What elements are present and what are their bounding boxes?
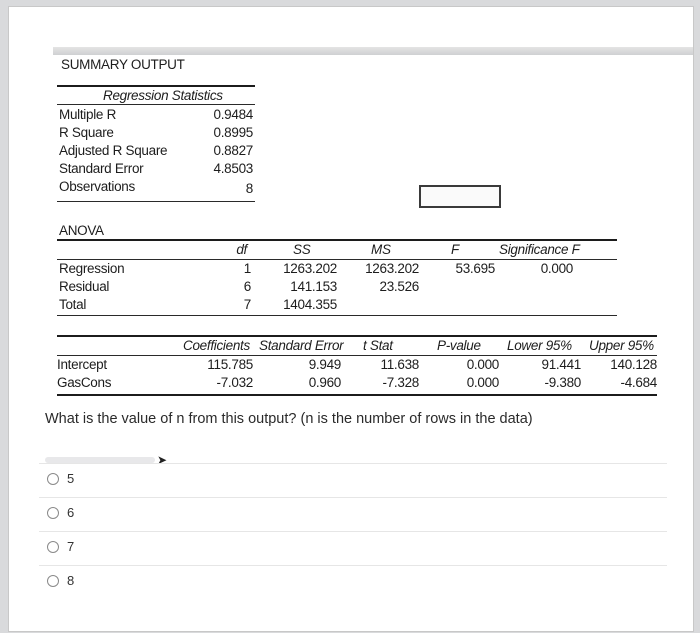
divider	[57, 239, 617, 241]
coef-header-t-stat: t Stat	[363, 338, 393, 353]
anova-df: 6	[243, 279, 251, 294]
coef-lower-95: 91.441	[541, 357, 581, 372]
coef-t-stat: 11.638	[380, 357, 419, 372]
stat-value: 0.8827	[213, 143, 253, 158]
option-label: 7	[67, 539, 75, 554]
coef-upper-95: 140.128	[610, 357, 657, 372]
anova-row-label: Total	[59, 297, 87, 312]
anova-title: ANOVA	[59, 223, 104, 238]
divider	[57, 259, 617, 260]
coef-header-standard-error: Standard Error	[259, 338, 344, 353]
answer-option[interactable]	[47, 573, 74, 588]
option-label: 5	[67, 471, 75, 486]
anova-ms: 23.526	[379, 279, 419, 294]
radio-button[interactable]	[47, 541, 59, 553]
coef-standard-error: 9.949	[308, 357, 341, 372]
anova-row-label: Residual	[59, 279, 110, 294]
divider	[57, 355, 657, 356]
sheet-header-bar	[53, 47, 693, 55]
anova-ss: 1404.355	[283, 297, 337, 312]
answer-option[interactable]	[47, 471, 74, 486]
anova-ss: 1263.202	[283, 261, 337, 276]
divider	[39, 463, 667, 464]
divider	[39, 531, 667, 532]
divider	[57, 315, 617, 316]
divider	[39, 497, 667, 498]
radio-button[interactable]	[47, 473, 59, 485]
coef-value: -7.032	[216, 375, 253, 390]
question-text: What is the value of n from this output? (n is the number of rows in the data)	[45, 411, 533, 427]
divider	[57, 85, 255, 87]
divider	[39, 565, 667, 566]
coef-row-label: GasCons	[57, 375, 112, 390]
selected-cell[interactable]	[419, 185, 501, 208]
anova-row-label: Regression	[59, 261, 125, 276]
coef-upper-95: -4.684	[620, 375, 657, 390]
stat-label: Standard Error	[59, 161, 144, 176]
stat-value: 0.8995	[213, 125, 253, 140]
anova-header-df: df	[236, 242, 247, 257]
answer-option[interactable]	[47, 539, 74, 554]
question-card	[8, 6, 694, 632]
coef-header: Coefficients	[183, 338, 250, 353]
coef-value: 115.785	[207, 357, 253, 372]
anova-header-ms: MS	[371, 242, 391, 257]
regression-statistics-header: Regression Statistics	[103, 88, 223, 103]
coef-p-value: 0.000	[466, 375, 499, 390]
divider	[57, 104, 255, 105]
anova-ms: 1263.202	[365, 261, 419, 276]
stat-label: R Square	[59, 125, 114, 140]
radio-button[interactable]	[47, 507, 59, 519]
stat-value: 8	[245, 181, 253, 196]
anova-header-f: F	[451, 242, 459, 257]
option-label: 6	[67, 505, 75, 520]
anova-significance-f: 0.000	[540, 261, 573, 276]
coef-lower-95: -9.380	[544, 375, 581, 390]
anova-df: 1	[243, 261, 251, 276]
mouse-cursor-icon: ➤	[157, 453, 168, 467]
option-label: 8	[67, 573, 75, 588]
anova-f: 53.695	[455, 261, 495, 276]
coef-standard-error: 0.960	[308, 375, 341, 390]
anova-header-ss: SS	[293, 242, 311, 257]
coef-header-upper-95: Upper 95%	[589, 338, 654, 353]
anova-header-significance-f: Significance F	[499, 242, 580, 257]
coef-header-p-value: P-value	[437, 338, 481, 353]
stat-value: 0.9484	[213, 107, 253, 122]
coef-t-stat: -7.328	[382, 375, 419, 390]
radio-button[interactable]	[47, 575, 59, 587]
coef-row-label: Intercept	[57, 357, 107, 372]
coef-header-lower-95: Lower 95%	[507, 338, 572, 353]
summary-title: SUMMARY OUTPUT	[61, 57, 185, 72]
regression-output-sheet	[53, 47, 693, 407]
anova-df: 7	[243, 297, 251, 312]
stat-label: Adjusted R Square	[59, 143, 168, 158]
anova-ss: 141.153	[290, 279, 337, 294]
stat-value: 4.8503	[213, 161, 253, 176]
coef-p-value: 0.000	[466, 357, 499, 372]
stat-label: Observations	[59, 179, 135, 194]
divider	[57, 201, 255, 202]
stat-label: Multiple R	[59, 107, 117, 122]
divider	[57, 394, 657, 396]
answer-option[interactable]	[47, 505, 74, 520]
divider	[57, 335, 657, 337]
